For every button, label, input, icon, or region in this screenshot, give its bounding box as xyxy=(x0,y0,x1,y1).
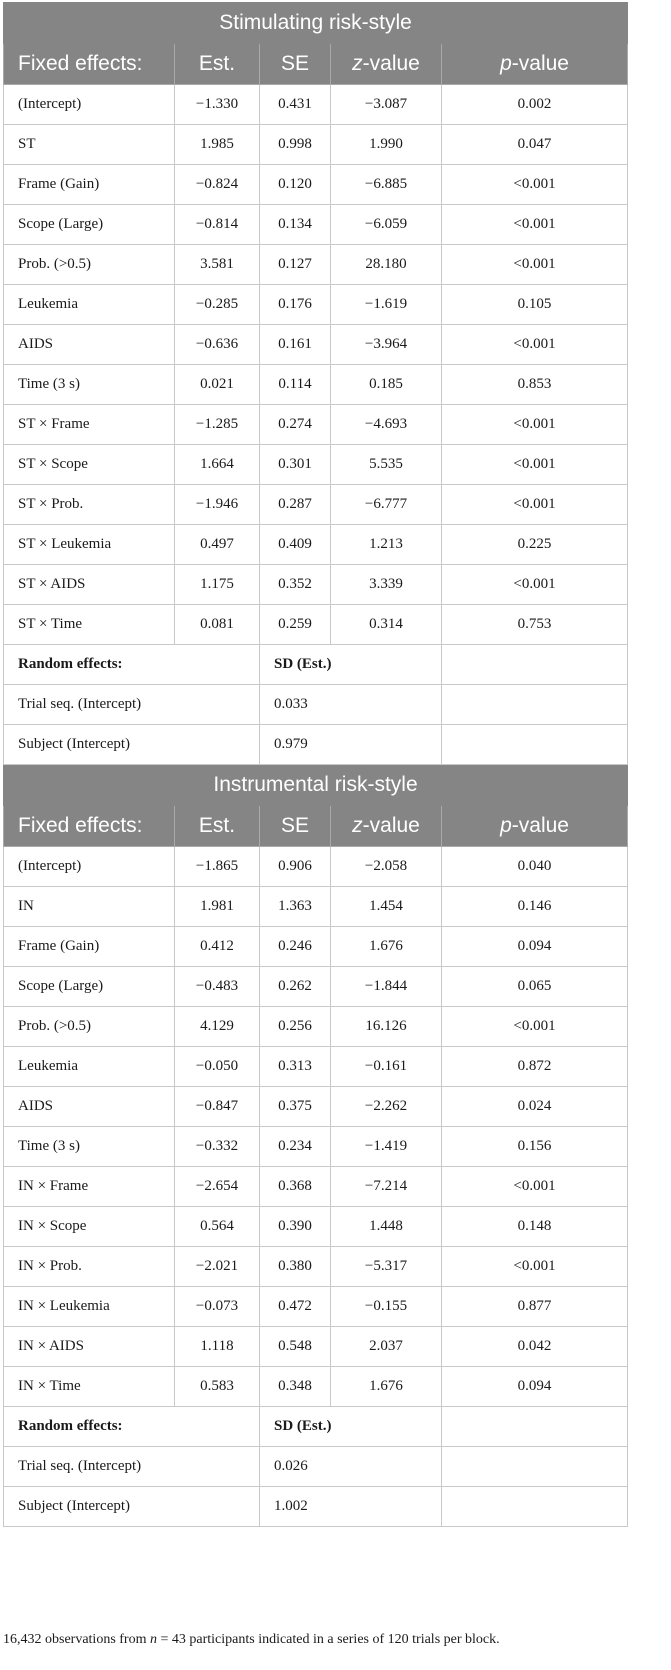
random-term-label: Trial seq. (Intercept) xyxy=(4,685,260,725)
sd-value: 0.026 xyxy=(260,1447,442,1487)
header-z-value xyxy=(331,44,442,85)
estimate-value: 0.021 xyxy=(175,365,260,405)
fixed-effect-row xyxy=(4,485,628,525)
section-title: Instrumental risk-style xyxy=(4,765,628,806)
p-value: <0.001 xyxy=(442,565,628,605)
estimate-value: 0.412 xyxy=(175,927,260,967)
se-value: 0.390 xyxy=(260,1207,331,1247)
header-p-var: p xyxy=(500,814,512,837)
fixed-effect-row xyxy=(4,1327,628,1367)
term-label: (Intercept) xyxy=(4,847,175,887)
p-value: 0.105 xyxy=(442,285,628,325)
section-title: Stimulating risk-style xyxy=(4,3,628,44)
estimate-value: −2.021 xyxy=(175,1247,260,1287)
z-value: −6.059 xyxy=(331,205,442,245)
estimate-value: 1.118 xyxy=(175,1327,260,1367)
p-value: <0.001 xyxy=(442,405,628,445)
fixed-effect-row xyxy=(4,285,628,325)
term-label: Prob. (>0.5) xyxy=(4,245,175,285)
se-value: 0.114 xyxy=(260,365,331,405)
fixed-effect-row xyxy=(4,165,628,205)
empty-cell xyxy=(442,1447,628,1487)
p-value: <0.001 xyxy=(442,1247,628,1287)
estimate-value: −0.483 xyxy=(175,967,260,1007)
z-value: −4.693 xyxy=(331,405,442,445)
random-effects-header-row xyxy=(4,645,628,685)
z-value: 1.454 xyxy=(331,887,442,927)
empty-cell xyxy=(442,1487,628,1527)
fixed-effect-row xyxy=(4,847,628,887)
z-value: 2.037 xyxy=(331,1327,442,1367)
fixed-effect-row xyxy=(4,1367,628,1407)
se-value: 0.287 xyxy=(260,485,331,525)
fixed-effect-row xyxy=(4,1007,628,1047)
p-value: 0.047 xyxy=(442,125,628,165)
random-effects-heading: Random effects: xyxy=(4,645,260,685)
se-value: 1.363 xyxy=(260,887,331,927)
p-value: <0.001 xyxy=(442,205,628,245)
header-z-suffix: -value xyxy=(362,814,420,837)
fixed-effect-row xyxy=(4,1127,628,1167)
term-label: ST × Scope xyxy=(4,445,175,485)
z-value: −6.885 xyxy=(331,165,442,205)
z-value: −2.058 xyxy=(331,847,442,887)
p-value: <0.001 xyxy=(442,245,628,285)
table-footnote xyxy=(3,1632,500,1648)
estimate-value: −0.073 xyxy=(175,1287,260,1327)
random-effect-row xyxy=(4,685,628,725)
z-value: 1.676 xyxy=(331,1367,442,1407)
term-label: Time (3 s) xyxy=(4,1127,175,1167)
header-p-suffix: -value xyxy=(511,814,569,837)
empty-cell xyxy=(442,645,628,685)
term-label: IN × AIDS xyxy=(4,1327,175,1367)
se-value: 0.262 xyxy=(260,967,331,1007)
p-value: 0.042 xyxy=(442,1327,628,1367)
header-z-var: z xyxy=(352,52,363,75)
fixed-effect-row xyxy=(4,445,628,485)
fixed-effect-row xyxy=(4,927,628,967)
random-effects-header-row xyxy=(4,1407,628,1447)
p-value: 0.040 xyxy=(442,847,628,887)
fixed-effect-row xyxy=(4,967,628,1007)
header-se: SE xyxy=(260,44,331,85)
term-label: Scope (Large) xyxy=(4,967,175,1007)
fixed-effect-row xyxy=(4,405,628,445)
fixed-effect-row xyxy=(4,205,628,245)
se-value: 0.375 xyxy=(260,1087,331,1127)
p-value: 0.065 xyxy=(442,967,628,1007)
se-value: 0.234 xyxy=(260,1127,331,1167)
sd-heading: SD (Est.) xyxy=(260,1407,442,1447)
z-value: −2.262 xyxy=(331,1087,442,1127)
term-label: IN × Scope xyxy=(4,1207,175,1247)
se-value: 0.301 xyxy=(260,445,331,485)
random-effect-row xyxy=(4,1447,628,1487)
footnote-text-end: = 43 participants indicated in a series of 120 trials per block. xyxy=(156,1632,500,1647)
random-term-label: Subject (Intercept) xyxy=(4,1487,260,1527)
fixed-effect-row xyxy=(4,887,628,927)
header-z-var: z xyxy=(352,814,363,837)
z-value: 1.676 xyxy=(331,927,442,967)
sd-value: 1.002 xyxy=(260,1487,442,1527)
p-value: <0.001 xyxy=(442,485,628,525)
se-value: 0.259 xyxy=(260,605,331,645)
p-value: 0.094 xyxy=(442,927,628,967)
z-value: −1.419 xyxy=(331,1127,442,1167)
term-label: Leukemia xyxy=(4,1047,175,1087)
z-value: 0.314 xyxy=(331,605,442,645)
z-value: −3.964 xyxy=(331,325,442,365)
z-value: −1.619 xyxy=(331,285,442,325)
p-value: 0.225 xyxy=(442,525,628,565)
z-value: 16.126 xyxy=(331,1007,442,1047)
header-est: Est. xyxy=(175,806,260,847)
estimate-value: −0.285 xyxy=(175,285,260,325)
p-value: <0.001 xyxy=(442,445,628,485)
term-label: ST × Leukemia xyxy=(4,525,175,565)
fixed-effect-row xyxy=(4,1247,628,1287)
footnote-text: 16,432 observations from xyxy=(3,1632,150,1647)
sd-heading: SD (Est.) xyxy=(260,645,442,685)
estimate-value: −0.050 xyxy=(175,1047,260,1087)
se-value: 0.134 xyxy=(260,205,331,245)
se-value: 0.256 xyxy=(260,1007,331,1047)
term-label: ST × Prob. xyxy=(4,485,175,525)
estimate-value: −1.946 xyxy=(175,485,260,525)
random-term-label: Trial seq. (Intercept) xyxy=(4,1447,260,1487)
estimate-value: −0.814 xyxy=(175,205,260,245)
estimate-value: −1.330 xyxy=(175,85,260,125)
estimate-value: −0.824 xyxy=(175,165,260,205)
term-label: ST × Frame xyxy=(4,405,175,445)
header-est: Est. xyxy=(175,44,260,85)
p-value: 0.148 xyxy=(442,1207,628,1247)
se-value: 0.548 xyxy=(260,1327,331,1367)
p-value: 0.094 xyxy=(442,1367,628,1407)
random-effect-row xyxy=(4,1487,628,1527)
header-p-var: p xyxy=(500,52,512,75)
term-label: Scope (Large) xyxy=(4,205,175,245)
fixed-effect-row xyxy=(4,565,628,605)
fixed-effect-row xyxy=(4,365,628,405)
fixed-effect-row xyxy=(4,1207,628,1247)
estimate-value: 1.664 xyxy=(175,445,260,485)
term-label: Prob. (>0.5) xyxy=(4,1007,175,1047)
p-value: <0.001 xyxy=(442,325,628,365)
z-value: −0.161 xyxy=(331,1047,442,1087)
section-title-row xyxy=(4,765,628,806)
p-value: 0.872 xyxy=(442,1047,628,1087)
p-value: 0.002 xyxy=(442,85,628,125)
fixed-effect-row xyxy=(4,1087,628,1127)
fixed-effect-row xyxy=(4,1167,628,1207)
estimate-value: 0.497 xyxy=(175,525,260,565)
estimate-value: −0.847 xyxy=(175,1087,260,1127)
z-value: 0.185 xyxy=(331,365,442,405)
estimate-value: 4.129 xyxy=(175,1007,260,1047)
z-value: 1.990 xyxy=(331,125,442,165)
term-label: Leukemia xyxy=(4,285,175,325)
z-value: −6.777 xyxy=(331,485,442,525)
estimate-value: −1.285 xyxy=(175,405,260,445)
column-header-row xyxy=(4,44,628,85)
term-label: ST xyxy=(4,125,175,165)
z-value: −5.317 xyxy=(331,1247,442,1287)
z-value: 28.180 xyxy=(331,245,442,285)
z-value: 3.339 xyxy=(331,565,442,605)
sd-value: 0.033 xyxy=(260,685,442,725)
estimate-value: 0.583 xyxy=(175,1367,260,1407)
footnote-variable: n xyxy=(149,1632,157,1647)
estimate-value: −0.636 xyxy=(175,325,260,365)
se-value: 0.431 xyxy=(260,85,331,125)
term-label: Frame (Gain) xyxy=(4,165,175,205)
estimate-value: 0.081 xyxy=(175,605,260,645)
term-label: AIDS xyxy=(4,325,175,365)
se-value: 0.176 xyxy=(260,285,331,325)
p-value: 0.146 xyxy=(442,887,628,927)
term-label: AIDS xyxy=(4,1087,175,1127)
term-label: IN × Frame xyxy=(4,1167,175,1207)
se-value: 0.409 xyxy=(260,525,331,565)
header-se: SE xyxy=(260,806,331,847)
z-value: −7.214 xyxy=(331,1167,442,1207)
fixed-effect-row xyxy=(4,125,628,165)
se-value: 0.368 xyxy=(260,1167,331,1207)
se-value: 0.161 xyxy=(260,325,331,365)
results-table xyxy=(3,2,628,1527)
fixed-effect-row xyxy=(4,245,628,285)
z-value: −0.155 xyxy=(331,1287,442,1327)
header-p-value xyxy=(442,806,628,847)
p-value: 0.877 xyxy=(442,1287,628,1327)
p-value: 0.753 xyxy=(442,605,628,645)
estimate-value: −2.654 xyxy=(175,1167,260,1207)
term-label: IN xyxy=(4,887,175,927)
estimate-value: 1.981 xyxy=(175,887,260,927)
estimate-value: 1.175 xyxy=(175,565,260,605)
estimate-value: −0.332 xyxy=(175,1127,260,1167)
se-value: 0.246 xyxy=(260,927,331,967)
z-value: 1.448 xyxy=(331,1207,442,1247)
term-label: ST × AIDS xyxy=(4,565,175,605)
p-value: 0.853 xyxy=(442,365,628,405)
random-effect-row xyxy=(4,725,628,765)
term-label: Time (3 s) xyxy=(4,365,175,405)
p-value: 0.156 xyxy=(442,1127,628,1167)
z-value: −1.844 xyxy=(331,967,442,1007)
fixed-effect-row xyxy=(4,1287,628,1327)
estimate-value: 1.985 xyxy=(175,125,260,165)
term-label: IN × Time xyxy=(4,1367,175,1407)
se-value: 0.352 xyxy=(260,565,331,605)
p-value: <0.001 xyxy=(442,1007,628,1047)
header-fixed-effects: Fixed effects: xyxy=(4,806,175,847)
sd-value: 0.979 xyxy=(260,725,442,765)
header-p-value xyxy=(442,44,628,85)
term-label: ST × Time xyxy=(4,605,175,645)
empty-cell xyxy=(442,725,628,765)
se-value: 0.313 xyxy=(260,1047,331,1087)
fixed-effect-row xyxy=(4,325,628,365)
estimate-value: 0.564 xyxy=(175,1207,260,1247)
se-value: 0.120 xyxy=(260,165,331,205)
term-label: (Intercept) xyxy=(4,85,175,125)
random-term-label: Subject (Intercept) xyxy=(4,725,260,765)
se-value: 0.472 xyxy=(260,1287,331,1327)
p-value: <0.001 xyxy=(442,1167,628,1207)
p-value: 0.024 xyxy=(442,1087,628,1127)
fixed-effect-row xyxy=(4,1047,628,1087)
p-value: <0.001 xyxy=(442,165,628,205)
se-value: 0.274 xyxy=(260,405,331,445)
z-value: 5.535 xyxy=(331,445,442,485)
header-p-suffix: -value xyxy=(511,52,569,75)
estimate-value: −1.865 xyxy=(175,847,260,887)
z-value: 1.213 xyxy=(331,525,442,565)
term-label: Frame (Gain) xyxy=(4,927,175,967)
se-value: 0.906 xyxy=(260,847,331,887)
empty-cell xyxy=(442,685,628,725)
estimate-value: 3.581 xyxy=(175,245,260,285)
fixed-effect-row xyxy=(4,605,628,645)
header-z-suffix: -value xyxy=(362,52,420,75)
fixed-effect-row xyxy=(4,85,628,125)
se-value: 0.348 xyxy=(260,1367,331,1407)
empty-cell xyxy=(442,1407,628,1447)
term-label: IN × Prob. xyxy=(4,1247,175,1287)
header-fixed-effects: Fixed effects: xyxy=(4,44,175,85)
column-header-row xyxy=(4,806,628,847)
header-z-value xyxy=(331,806,442,847)
fixed-effect-row xyxy=(4,525,628,565)
z-value: −3.087 xyxy=(331,85,442,125)
term-label: IN × Leukemia xyxy=(4,1287,175,1327)
se-value: 0.127 xyxy=(260,245,331,285)
se-value: 0.998 xyxy=(260,125,331,165)
se-value: 0.380 xyxy=(260,1247,331,1287)
random-effects-heading: Random effects: xyxy=(4,1407,260,1447)
section-title-row xyxy=(4,3,628,44)
